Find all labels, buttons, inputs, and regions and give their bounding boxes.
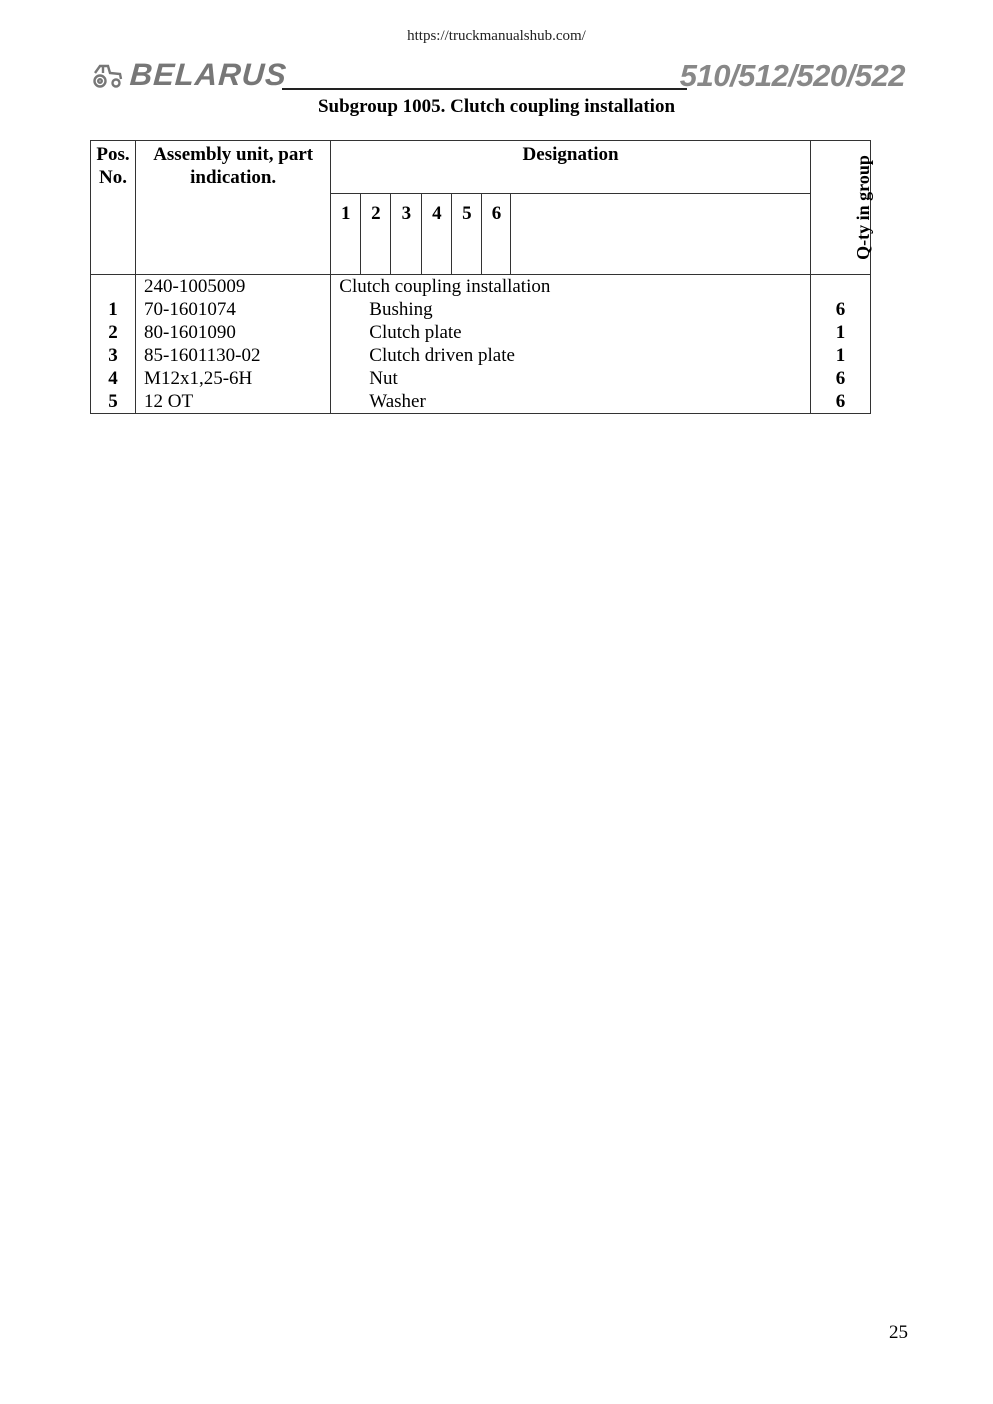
- qty-value: 6: [835, 368, 846, 389]
- page-number: 25: [889, 1322, 908, 1343]
- part-number: 70-1601074: [144, 299, 236, 320]
- model-numbers: 510/512/520/522: [679, 58, 905, 93]
- level-number: 4: [422, 194, 452, 275]
- pos-column: [91, 275, 136, 414]
- part-number: 80-1601090: [144, 322, 236, 343]
- qty-value: 6: [835, 299, 846, 320]
- parts-table: [90, 140, 871, 414]
- header-assembly-unit: Assembly unit, part indication.: [136, 141, 331, 275]
- designation-name: Washer: [369, 391, 426, 412]
- pos-value: 3: [108, 345, 118, 366]
- table-body-row: [91, 275, 871, 414]
- designation-name: Nut: [369, 368, 398, 389]
- qty-value: 1: [835, 322, 846, 343]
- pos-value: 4: [108, 368, 118, 389]
- header-pos: Pos. No.: [91, 141, 136, 275]
- header-qty-label: Q-ty in group: [852, 155, 873, 260]
- qty-value: 6: [835, 391, 846, 412]
- qty-value: 1: [835, 345, 846, 366]
- header-qty: [810, 141, 873, 275]
- qty-column: [810, 275, 870, 414]
- source-url: https://truckmanualshub.com/: [407, 28, 586, 44]
- tractor-icon: [92, 60, 124, 90]
- qty-value: [811, 275, 870, 298]
- designation-name: Bushing: [369, 299, 433, 320]
- level-number: 3: [391, 194, 422, 275]
- part-number: 12 OT: [144, 391, 194, 412]
- designation-name: Clutch coupling installation: [339, 276, 551, 297]
- brand-name: BELARUS: [128, 57, 289, 92]
- part-number: 240-1005009: [144, 276, 246, 297]
- header-designation: Designation: [331, 141, 811, 194]
- pos-value: [91, 275, 135, 298]
- designation-name: Clutch driven plate: [369, 345, 515, 366]
- designation-name: Clutch plate: [369, 322, 462, 343]
- level-number: 2: [361, 194, 391, 275]
- pos-value: 1: [108, 299, 118, 320]
- header-rule: [282, 88, 687, 90]
- part-number: 85-1601130-02: [144, 345, 261, 366]
- subgroup-title: Subgroup 1005. Clutch coupling installation: [317, 96, 676, 117]
- brand-logo: [92, 57, 289, 92]
- level-number: 6: [482, 194, 511, 275]
- part-number: M12x1,25-6H: [144, 368, 253, 389]
- level-number: 1: [331, 194, 361, 275]
- level-number: 5: [452, 194, 482, 275]
- assembly-unit-column: [136, 275, 331, 414]
- pos-value: 2: [108, 322, 118, 343]
- pos-value: 5: [108, 391, 118, 412]
- designation-spacer: [511, 194, 810, 275]
- designation-column: [331, 275, 811, 414]
